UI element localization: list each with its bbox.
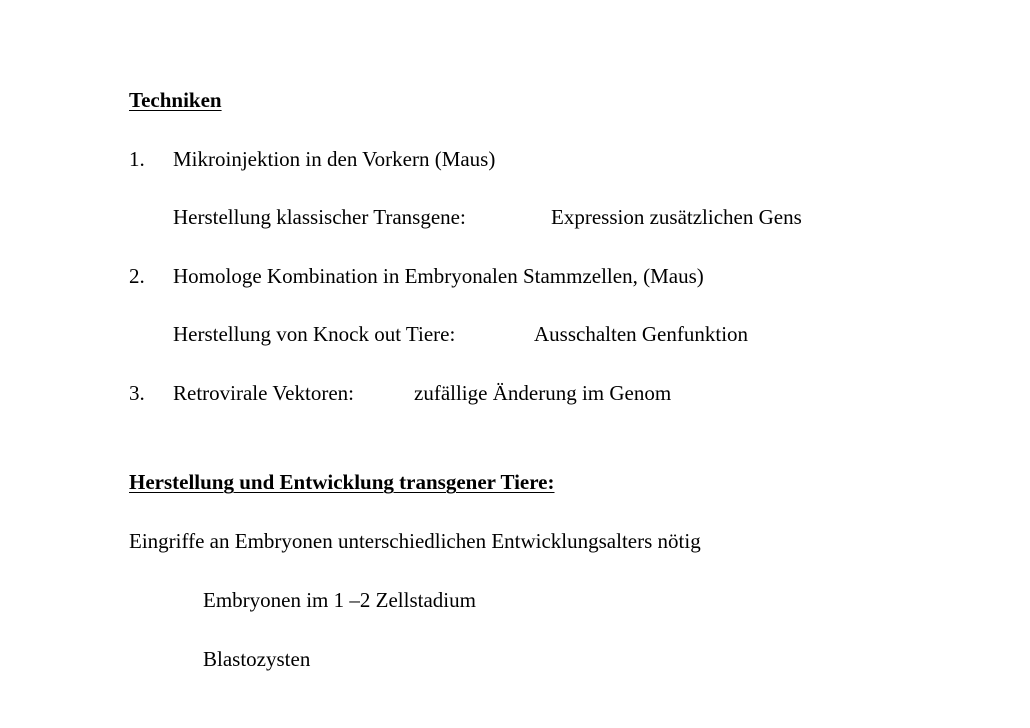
detail-value: Ausschalten Genfunktion: [534, 322, 749, 346]
list-number: 2.: [129, 264, 145, 288]
list-item-value: zufällige Änderung im Genom: [414, 381, 672, 405]
list-item-title: Mikroinjektion in den Vorkern (Maus): [173, 147, 496, 171]
list-number: 1.: [129, 147, 145, 171]
section-heading-herstellung: Herstellung und Entwicklung transgener Tiere:: [129, 470, 555, 494]
detail-label: Herstellung von Knock out Tiere:: [173, 322, 456, 346]
detail-value: Expression zusätzlichen Gens: [551, 205, 802, 229]
stage-item-2: Blastozysten: [203, 647, 311, 671]
list-item-title: Retrovirale Vektoren:: [173, 381, 354, 405]
stage-item-1: Embryonen im 1 –2 Zellstadium: [203, 588, 476, 612]
list-item-title: Homologe Kombination in Embryonalen Stammzellen, (Maus): [173, 264, 704, 288]
section-heading-techniken: Techniken: [129, 88, 222, 112]
detail-label: Herstellung klassischer Transgene:: [173, 205, 466, 229]
intro-text: Eingriffe an Embryonen unterschiedlichen Entwicklungsalters nötig: [129, 529, 701, 553]
list-number: 3.: [129, 381, 145, 405]
